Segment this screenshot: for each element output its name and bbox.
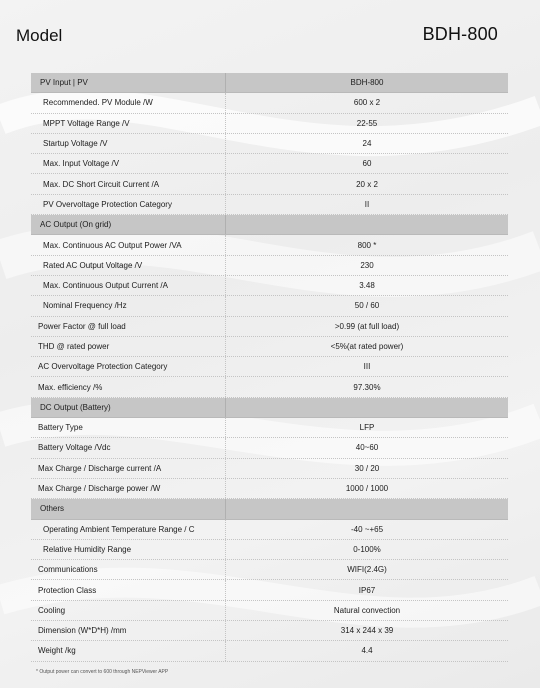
spec-value: II	[225, 195, 508, 214]
spec-value	[225, 398, 508, 417]
spec-label: Dimension (W*D*H) /mm	[38, 626, 127, 636]
spec-value: 30 / 20	[225, 459, 508, 478]
spec-label: Max Charge / Discharge power /W	[38, 484, 161, 494]
spec-value: 230	[225, 256, 508, 275]
spec-label: Battery Voltage /Vdc	[38, 443, 111, 453]
model-label: Model	[16, 26, 63, 45]
spec-value: Natural convection	[225, 601, 508, 620]
section-header-row	[31, 215, 508, 235]
spec-value: 800 *	[225, 235, 508, 254]
spec-row	[31, 418, 508, 438]
spec-value: 40~60	[225, 438, 508, 457]
spec-label: Power Factor @ full load	[38, 321, 126, 331]
section-header-row	[31, 398, 508, 418]
spec-row	[31, 296, 508, 316]
spec-value: 4.4	[225, 641, 508, 660]
spec-value: 3.48	[225, 276, 508, 295]
spec-label: Max. efficiency /%	[38, 382, 103, 392]
spec-label: Nominal Frequency /Hz	[43, 301, 127, 311]
spec-row	[31, 317, 508, 337]
spec-row	[31, 438, 508, 458]
spec-value: 60	[225, 154, 508, 173]
spec-value: 50 / 60	[225, 296, 508, 315]
spec-label: MPPT Voltage Range /V	[43, 118, 130, 128]
spec-row	[31, 276, 508, 296]
spec-value: 1000 / 1000	[225, 479, 508, 498]
spec-value: 20 x 2	[225, 174, 508, 193]
spec-row	[31, 621, 508, 641]
spec-value: 97.30%	[225, 377, 508, 396]
spec-row	[31, 174, 508, 194]
spec-row	[31, 641, 508, 661]
spec-row	[31, 93, 508, 113]
spec-label: PV Overvoltage Protection Category	[43, 199, 172, 209]
spec-value: 600 x 2	[225, 93, 508, 112]
spec-label: THD @ rated power	[38, 342, 110, 351]
spec-label: Operating Ambient Temperature Range / C	[43, 524, 195, 534]
spec-value: WIFI(2.4G)	[225, 560, 508, 579]
spec-value	[225, 499, 508, 518]
spec-row	[31, 459, 508, 479]
spec-label: Protection Class	[38, 585, 97, 595]
spec-value: >0.99 (at full load)	[225, 317, 508, 336]
spec-label: Weight /kg	[38, 646, 76, 656]
spec-row	[31, 114, 508, 134]
section-title: Others	[40, 504, 65, 514]
spec-label: Max. Input Voltage /V	[43, 159, 120, 169]
spec-row	[31, 256, 508, 276]
spec-value: LFP	[225, 418, 508, 437]
spec-value: 0-100%	[225, 540, 508, 559]
spec-row	[31, 560, 508, 580]
spec-row	[31, 520, 508, 540]
spec-value: 314 x 244 x 39	[225, 621, 508, 640]
spec-table	[31, 73, 508, 662]
spec-row	[31, 580, 508, 600]
spec-value: BDH-800	[225, 73, 508, 92]
product-name: BDH-800	[422, 24, 498, 44]
section-title: AC Output (On grid)	[40, 220, 112, 230]
spec-label: Communications	[38, 565, 98, 575]
spec-row	[31, 195, 508, 215]
spec-row	[31, 134, 508, 154]
spec-label: Max. DC Short Circuit Current /A	[43, 179, 160, 189]
spec-label: Cooling	[38, 605, 66, 615]
spec-label: Max. Continuous Output Current /A	[43, 281, 168, 291]
page-header	[16, 24, 498, 50]
spec-value: 24	[225, 134, 508, 153]
section-header-row	[31, 499, 508, 519]
spec-value: 22-55	[225, 114, 508, 133]
footnote: * Output power can convert to 600 through NEPViewer APP	[36, 669, 169, 675]
spec-label: Rated AC Output Voltage /V	[43, 260, 143, 270]
spec-row	[31, 235, 508, 255]
section-header-row	[31, 73, 508, 93]
spec-label: Startup Voltage /V	[43, 139, 108, 149]
section-title: DC Output (Battery)	[40, 402, 111, 412]
spec-label: Max. Continuous AC Output Power /VA	[43, 240, 182, 250]
spec-row	[31, 479, 508, 499]
spec-value: III	[225, 357, 508, 376]
spec-row	[31, 540, 508, 560]
spec-label: Relative Humidity Range	[43, 544, 132, 554]
spec-label: Battery Type	[38, 423, 83, 433]
spec-row	[31, 377, 508, 397]
spec-row	[31, 337, 508, 357]
spec-value: -40 ~+65	[225, 520, 508, 539]
spec-value: IP67	[225, 580, 508, 599]
spec-label: Max Charge / Discharge current /A	[38, 463, 162, 473]
spec-value	[225, 215, 508, 234]
spec-row	[31, 154, 508, 174]
spec-label: AC Overvoltage Protection Category	[38, 362, 168, 372]
spec-row	[31, 357, 508, 377]
section-title: PV Input | PV	[40, 78, 88, 88]
spec-label: Recommended. PV Module /W	[43, 98, 153, 108]
spec-value: <5%(at rated power)	[225, 337, 508, 356]
spec-row	[31, 601, 508, 621]
